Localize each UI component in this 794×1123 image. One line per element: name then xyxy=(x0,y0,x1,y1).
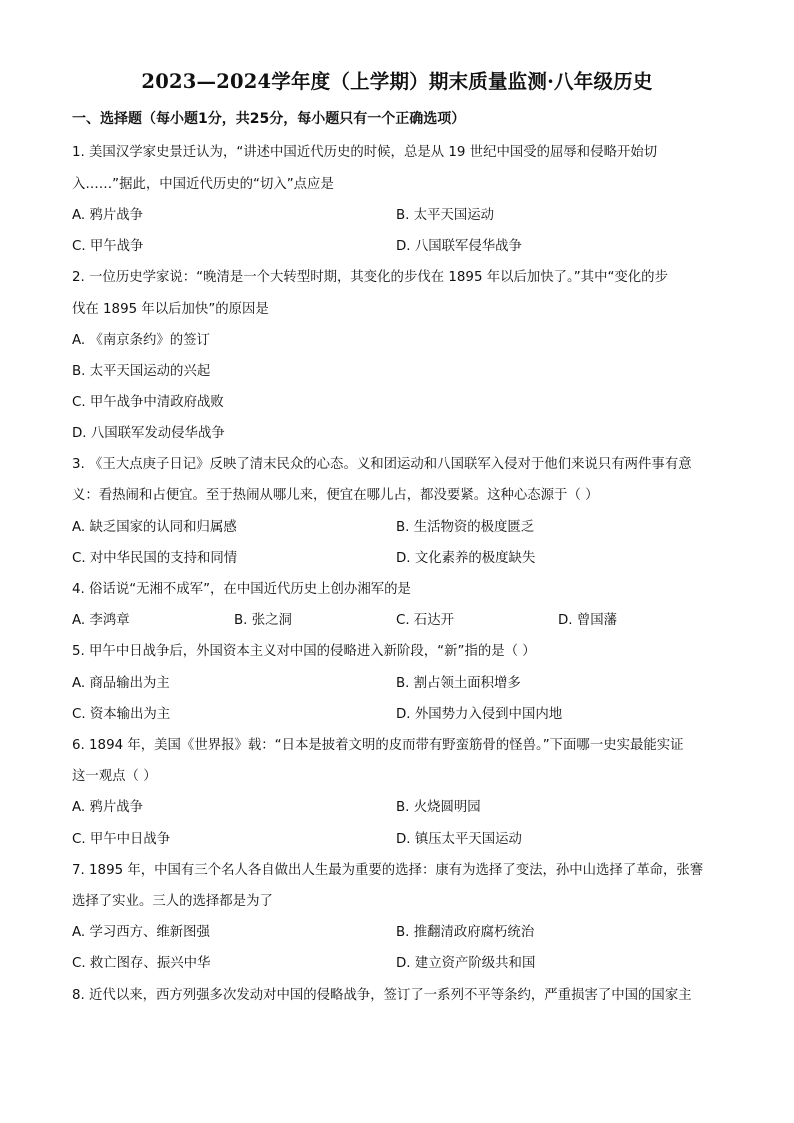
question-1-line-1: 1. 美国汉学家史景迁认为，“讲述中国近代历史的时候，总是从 19 世纪中国受的屈辱和侵略开始切 xyxy=(72,145,658,160)
question-3-option-c: C. 对中华民国的支持和同情 xyxy=(72,551,238,566)
question-4-option-d: D. 曾国藩 xyxy=(558,613,617,628)
question-7-option-a: A. 学习西方、维新图强 xyxy=(72,925,210,940)
question-3-option-a: A. 缺乏国家的认同和归属感 xyxy=(72,520,237,535)
section-heading: 一、选择题（每小题1分，共25分，每小题只有一个正确选项） xyxy=(72,111,466,127)
question-5-option-a: A. 商品输出为主 xyxy=(72,676,170,691)
question-1-option-a: A. 鸦片战争 xyxy=(72,208,143,223)
question-2-line-1: 2. 一位历史学家说：“晚清是一个大转型时期，其变化的步伐在 1895 年以后加快了。”其中“变化的步 xyxy=(72,270,668,285)
question-5-option-b: B. 割占领土面积增多 xyxy=(396,676,521,691)
question-5-option-c: C. 资本输出为主 xyxy=(72,707,171,722)
question-1-option-c: C. 甲午战争 xyxy=(72,239,144,254)
question-7-option-d: D. 建立资产阶级共和国 xyxy=(396,956,536,971)
question-1-option-b: B. 太平天国运动 xyxy=(396,208,495,223)
question-2-line-2: 伐在 1895 年以后加快”的原因是 xyxy=(72,302,269,317)
question-4-option-a: A. 李鸿章 xyxy=(72,613,130,628)
question-4-option-b: B. 张之洞 xyxy=(234,613,292,628)
question-2-option-a: A. 《南京条约》的签订 xyxy=(72,333,210,348)
question-6-line-2: 这一观点（ ） xyxy=(72,769,157,784)
question-3-option-d: D. 文化素养的极度缺失 xyxy=(396,551,536,566)
question-3-line-2: 义：看热闹和占便宜。至于热闹从哪儿来，便宜在哪儿占，都没要紧。这种心态源于（ ） xyxy=(72,488,599,503)
question-6-option-c: C. 甲午中日战争 xyxy=(72,832,171,847)
question-2-option-d: D. 八国联军发动侵华战争 xyxy=(72,426,225,441)
question-7-line-1: 7. 1895 年，中国有三个名人各自做出人生最为重要的选择：康有为选择了变法，孙中山选择了革命，张謇 xyxy=(72,863,704,878)
question-4-line-1: 4. 俗话说“无湘不成军”，在中国近代历史上创办湘军的是 xyxy=(72,582,411,597)
question-7-option-b: B. 推翻清政府腐朽统治 xyxy=(396,925,535,940)
question-1-option-d: D. 八国联军侵华战争 xyxy=(396,239,522,254)
question-6-option-a: A. 鸦片战争 xyxy=(72,800,143,815)
question-2-option-b: B. 太平天国运动的兴起 xyxy=(72,364,211,379)
question-6-option-d: D. 镇压太平天国运动 xyxy=(396,832,522,847)
question-5-line-1: 5. 甲午中日战争后，外国资本主义对中国的侵略进入新阶段，“新”指的是（ ） xyxy=(72,644,536,659)
question-1-line-2: 入……”据此，中国近代历史的“切入”点应是 xyxy=(72,177,334,192)
page-title: 2023—2024学年度（上学期）期末质量监测·八年级历史 xyxy=(141,70,653,93)
question-5-option-d: D. 外国势力入侵到中国内地 xyxy=(396,707,563,722)
question-3-option-b: B. 生活物资的极度匮乏 xyxy=(396,520,535,535)
question-7-line-2: 选择了实业。三人的选择都是为了 xyxy=(72,894,273,909)
question-3-line-1: 3. 《王大点庚子日记》反映了清末民众的心态。义和团运动和八国联军入侵对于他们来说只有两件事有意 xyxy=(72,457,692,472)
question-2-option-c: C. 甲午战争中清政府战败 xyxy=(72,395,224,410)
question-7-option-c: C. 救亡图存、振兴中华 xyxy=(72,956,211,971)
question-6-option-b: B. 火烧圆明园 xyxy=(396,800,481,815)
question-6-line-1: 6. 1894 年，美国《世界报》载：“日本是披着文明的皮而带有野蛮筋骨的怪兽。”下面哪一史实最能实证 xyxy=(72,738,684,753)
question-4-option-c: C. 石达开 xyxy=(396,613,455,628)
question-8-line-1: 8. 近代以来，西方列强多次发动对中国的侵略战争，签订了一系列不平等条约，严重损害了中国的国家主 xyxy=(72,988,692,1003)
